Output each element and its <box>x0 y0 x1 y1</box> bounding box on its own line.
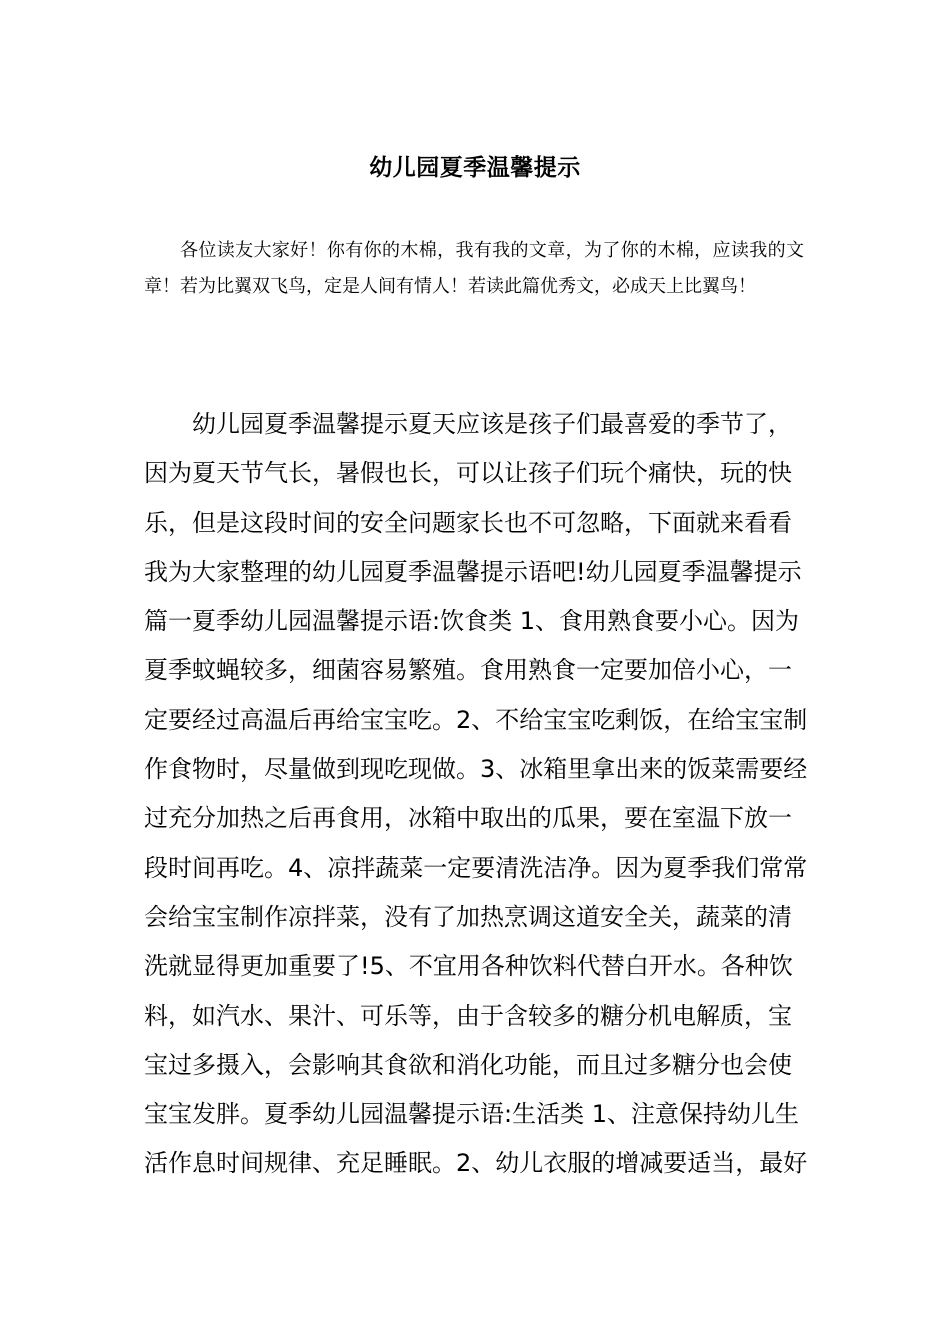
body-paragraph <box>144 400 806 1189</box>
body-line: 定要经过高温后再给宝宝吃。2、不给宝宝吃剩饭，在给宝宝制 <box>144 705 808 734</box>
body-line: 因为夏天节气长，暑假也长，可以让孩子们玩个痛快，玩的快 <box>144 459 792 488</box>
body-line: 夏季蚊蝇较多，细菌容易繁殖。食用熟食一定要加倍小心，一 <box>144 656 792 685</box>
body-line: 料，如汽水、果汁、可乐等，由于含较多的糖分机电解质，宝 <box>144 1001 792 1030</box>
body-line: 洗就显得更加重要了!5、不宜用各种饮料代替白开水。各种饮 <box>144 952 793 981</box>
body-line: 活作息时间规律、充足睡眠。2、幼儿衣服的增减要适当，最好 <box>144 1149 808 1178</box>
document-title: 幼儿园夏季温馨提示 <box>369 155 581 181</box>
body-line: 会给宝宝制作凉拌菜，没有了加热烹调这道安全关，蔬菜的清 <box>144 902 792 931</box>
body-line: 作食物时，尽量做到现吃现做。3、冰箱里拿出来的饭菜需要经 <box>144 755 808 784</box>
body-line: 我为大家整理的幼儿园夏季温馨提示语吧!幼儿园夏季温馨提示 <box>144 557 802 586</box>
body-line: 篇一夏季幼儿园温馨提示语:饮食类 1、食用熟食要小心。因为 <box>144 607 799 636</box>
body-line: 宝过多摄入，会影响其食欲和消化功能，而且过多糖分也会使 <box>144 1050 792 1079</box>
body-line: 幼儿园夏季温馨提示夏天应该是孩子们最喜爱的季节了， <box>192 410 792 438</box>
body-line: 宝宝发胖。夏季幼儿园温馨提示语:生活类 1、注意保持幼儿生 <box>144 1100 799 1129</box>
body-line: 乐，但是这段时间的安全问题家长也不可忽略，下面就来看看 <box>144 508 792 537</box>
intro-paragraph: 各位读友大家好！你有你的木棉，我有我的文章，为了你的木棉，应读我的文章！若为比翼双飞鸟，定是人间有情人！若读此篇优秀文，必成天上比翼鸟！ <box>144 240 804 297</box>
body-line: 段时间再吃。4、凉拌蔬菜一定要清洗洁净。因为夏季我们常常 <box>144 853 808 882</box>
body-line: 过充分加热之后再食用，冰箱中取出的瓜果，要在室温下放一 <box>144 804 792 833</box>
